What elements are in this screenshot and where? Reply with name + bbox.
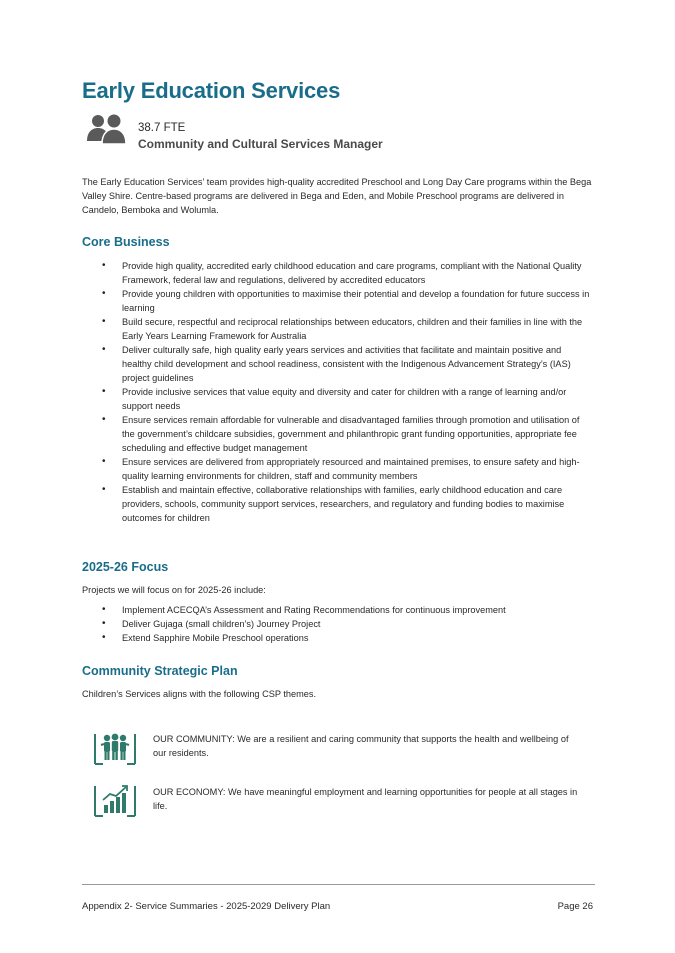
community-people-icon [93, 728, 137, 766]
list-item: • Deliver culturally safe, high quality early years services and activities that facilitate and maintain positive and healthy child development and school readiness, consistent with the Indigenous Advancement Strategy’s (IAS) project guidelines [100, 343, 592, 385]
csp-heading: Community Strategic Plan [82, 664, 238, 678]
list-item: • Build secure, respectful and reciprocal relationships between educators, children and their families in line with the Early Years Learning Framework for Australia [100, 315, 592, 343]
list-item: • Implement ACECQA’s Assessment and Rating Recommendations for continuous improvement [100, 603, 592, 617]
fte-count: 38.7 FTE [138, 122, 186, 134]
core-business-heading: Core Business [82, 235, 170, 249]
intro-paragraph: The Early Education Services’ team provides high-quality accredited Preschool and Long Day Care programs within the Bega Valley Shire. Centre-based programs are delivered in Bega and Eden, and Mobile Preschool programs are delivered in Candelo, Bemboka and Wolumla. [82, 177, 592, 215]
list-item: • Provide high quality, accredited early childhood education and care programs, compliant with the National Quality Framework, federal law and regulations, delivered by accredited educators [100, 259, 592, 287]
core-business-list [100, 259, 592, 525]
economy-chart-icon [93, 780, 137, 818]
list-item: • Ensure services remain affordable for vulnerable and disadvantaged families through promotion and utilisation of the government’s childcare subsidies, government and philanthropic grant funding opportunities, appropriate fee scheduling and effective budget management [100, 413, 592, 455]
people-icon [86, 113, 128, 145]
list-item: • Deliver Gujaga (small children’s) Journey Project [100, 617, 592, 631]
focus-list [100, 603, 592, 645]
csp-intro: Children’s Services aligns with the following CSP themes. [82, 689, 317, 699]
csp-theme-community: OUR COMMUNITY: We are a resilient and caring community that supports the health and wellbeing of our residents. [153, 734, 569, 758]
list-item: • Ensure services are delivered from appropriately resourced and maintained premises, to ensure safety and high-quality learning environments for children, staff and community members [100, 455, 592, 483]
csp-theme-economy: OUR ECONOMY: We have meaningful employment and learning opportunities for people at all stages in life. [153, 787, 578, 811]
list-item: • Provide young children with opportunities to maximise their potential and develop a foundation for future success in learning [100, 287, 592, 315]
focus-heading: 2025-26 Focus [82, 560, 169, 574]
list-item: • Provide inclusive services that value equity and diversity and cater for children with a range of learning and/or support needs [100, 385, 592, 413]
responsible-manager: Community and Cultural Services Manager [138, 137, 383, 151]
footer-document-title: Appendix 2- Service Summaries - 2025-2029 Delivery Plan [82, 901, 331, 912]
page-title: Early Education Services [82, 78, 341, 103]
list-item: • Extend Sapphire Mobile Preschool operations [100, 631, 592, 645]
focus-intro: Projects we will focus on for 2025-26 include: [82, 585, 266, 595]
page-number: Page 26 [557, 901, 593, 912]
footer-divider [82, 884, 595, 885]
list-item: • Establish and maintain effective, collaborative relationships with families, early childhood education and care providers, schools, community support services, researchers, and regulatory and funding bodies to maximise outcomes for children [100, 483, 592, 525]
